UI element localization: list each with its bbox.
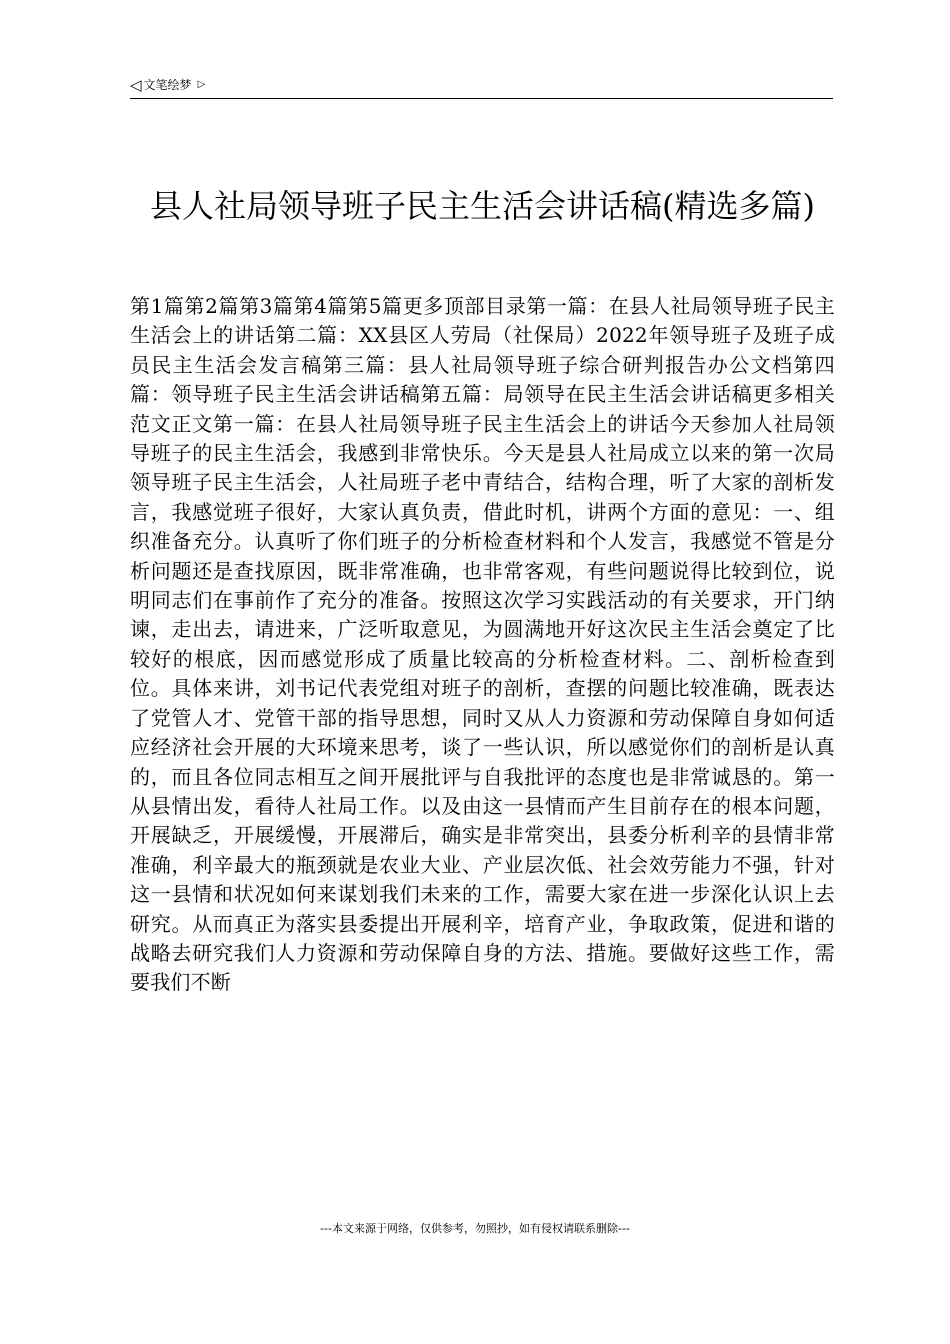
header-divider: [130, 98, 833, 99]
document-title: 县人社局领导班子民主生活会讲话稿(精选多篇): [150, 187, 815, 225]
triangle-right-icon: ▷: [197, 79, 206, 90]
footer-notice: ---本文来源于网络，仅供参考，勿照抄，如有侵权请联系删除---: [320, 1222, 630, 1235]
document-body: 第1篇第2篇第3篇第4篇第5篇更多顶部目录第一篇：在县人社局领导班子民主生活会上的讲话第二篇：XX县区人劳局（社保局）2022年领导班子及班子成员民主生活会发言稿第三篇：县人社局领导班子综合研判报告办公文档第四篇：领导班子民主生活会讲话稿第五篇：局领导在民主生活会讲话稿更多相关范文正文第一篇：在县人社局领导班子民主生活会上的讲话今天参加人社局领导班子的民主生活会，我感到非常快乐。今天是县人社局成立以来的第一次局领导班子民主生活会，人社局班子老中青结合，结构合理，听了大家的剖析发言，我感觉班子很好，大家认真负责，借此时机，讲两个方面的意见：一、组织准备充分。认真听了你们班子的分析检查材料和个人发言，我感觉不管是分析问题还是查找原因，既非常准确，也非常客观，有些问题说得比较到位，说明同志们在事前作了充分的准备。按照这次学习实践活动的有关要求，开门纳谏，走出去，请进来，广泛听取意见，为圆满地开好这次民主生活会奠定了比较好的根底，因而感觉形成了质量比较高的分析检查材料。二、剖析检查到位。具体来讲，刘书记代表党组对班子的剖析，查摆的问题比较准确，既表达了党管人才、党管干部的指导思想，同时又从人力资源和劳动保障自身如何适应经济社会开展的大环境来思考，谈了一些认识，所以感觉你们的剖析是认真的，而且各位同志相互之间开展批评与自我批评的态度也是非常诚恳的。第一从县情出发，看待人社局工作。以及由这一县情而产生目前存在的根本问题，开展缺乏，开展缓慢，开展滞后，确实是非常突出，县委分析利辛的县情非常准确，利辛最大的瓶颈就是农业大业、产业层次低、社会效劳能力不强，针对这一县情和状况如何来谋划我们未来的工作，需要大家在进一步深化认识上去研究。从而真正为落实县委提出开展利辛，培育产业，争取政策，促进和谐的战略去研究我们人力资源和劳动保障自身的方法、措施。要做好这些工作，需要我们不断: [130, 294, 835, 995]
triangle-left-icon: ◁: [130, 76, 142, 94]
brand-name: 文笔绘梦: [143, 78, 192, 92]
page-header: [130, 76, 833, 98]
